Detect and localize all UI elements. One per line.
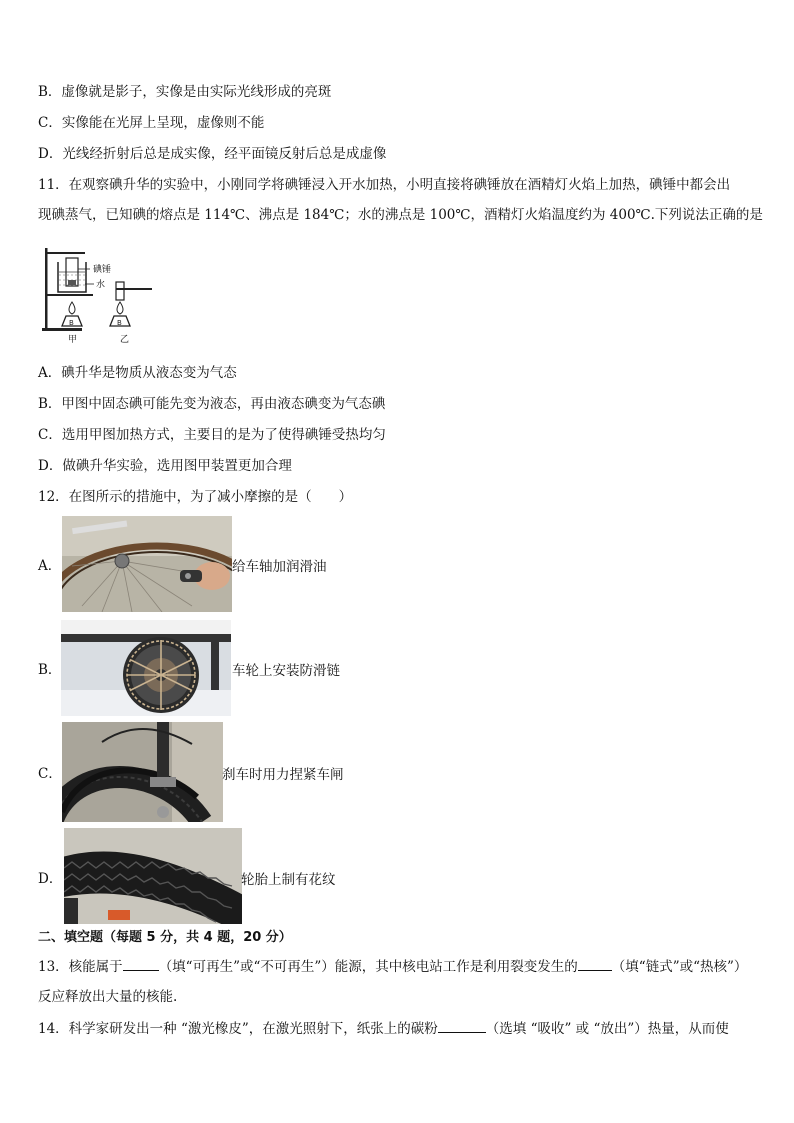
q14-part1: 14．科学家研发出一种 “激光橡皮”，在激光照射下，纸张上的碳粉 bbox=[38, 1021, 438, 1037]
q11-label-iodine: 碘锤 bbox=[93, 265, 112, 275]
q11-option-d: D．做碘升华实验，选用图甲装置更加合理 bbox=[38, 458, 292, 474]
svg-text:B: B bbox=[69, 319, 74, 327]
q13-blank-2[interactable] bbox=[578, 956, 612, 971]
svg-text:B: B bbox=[117, 319, 122, 327]
q11-stem-line2: 现碘蒸气，已知碘的熔点是 114℃、沸点是 184℃；水的沸点是 100℃，酒精灯火焰温度约为 400℃.下列说法正确的是 bbox=[38, 207, 763, 223]
oil-bottle-wheel-photo-icon bbox=[62, 516, 232, 612]
section-2-title: 二、填空题（每题 5 分，共 4 题，20 分） bbox=[38, 930, 292, 945]
q12-option-a-text: 给车轴加润滑油 bbox=[232, 559, 327, 575]
q11-label-jia: 甲 bbox=[68, 335, 78, 345]
q10-option-c: C．实像能在光屏上呈现，虚像则不能 bbox=[38, 115, 265, 131]
q12-option-d-text: 轮胎上制有花纹 bbox=[241, 872, 336, 888]
q12-option-c-text: 刹车时用力捏紧车闸 bbox=[222, 767, 344, 783]
q12-option-d-letter: D． bbox=[38, 871, 63, 887]
q10-option-b: B．虚像就是影子，实像是由实际光线形成的亮斑 bbox=[38, 84, 332, 100]
q13-line1 bbox=[38, 956, 747, 977]
q14-part2: （选填 “吸收” 或 “放出”）热量，从而使 bbox=[485, 1021, 729, 1037]
q12-stem: 12．在图所示的措施中，为了减小摩擦的是（ ） bbox=[38, 489, 353, 505]
q12-option-b-letter: B． bbox=[38, 662, 62, 678]
q11-stem-line1: 11．在观察碘升华的实验中，小刚同学将碘锤浸入开水加热，小明直接将碘锤放在酒精灯火焰上加热，碘锤中都会出 bbox=[38, 177, 731, 193]
q12-option-b-text: 车轮上安装防滑链 bbox=[232, 663, 340, 679]
q11-option-b: B．甲图中固态碘可能先变为液态，再由液态碘变为气态碘 bbox=[38, 396, 386, 412]
snow-chain-wheel-photo-icon bbox=[61, 620, 231, 716]
q11-option-c: C．选用甲图加热方式，主要目的是为了使得碘锤受热均匀 bbox=[38, 427, 386, 443]
q12-option-c-letter: C． bbox=[38, 766, 62, 782]
q10-option-d: D．光线经折射后总是成实像，经平面镜反射后总是成虚像 bbox=[38, 146, 387, 162]
tire-tread-photo-icon bbox=[64, 828, 242, 924]
q13-blank-1[interactable] bbox=[123, 956, 159, 971]
q14-blank-1[interactable] bbox=[438, 1018, 486, 1033]
q13-line2: 反应释放出大量的核能. bbox=[38, 989, 178, 1005]
q13-part2: （填“可再生”或“不可再生”）能源，其中核电站工作是利用裂变发生的 bbox=[158, 959, 578, 975]
q11-label-yi: 乙 bbox=[120, 335, 130, 345]
q11-option-a: A．碘升华是物质从液态变为气态 bbox=[38, 365, 237, 381]
q14-line1 bbox=[38, 1018, 729, 1039]
q12-option-a-letter: A． bbox=[38, 558, 62, 574]
q11-label-water: 水 bbox=[96, 280, 106, 290]
q11-apparatus-figure bbox=[38, 242, 156, 344]
q13-part3: （填“链式”或“热核”） bbox=[611, 959, 748, 975]
q13-part1: 13．核能属于 bbox=[38, 959, 123, 975]
bicycle-brake-photo-icon bbox=[62, 722, 223, 822]
